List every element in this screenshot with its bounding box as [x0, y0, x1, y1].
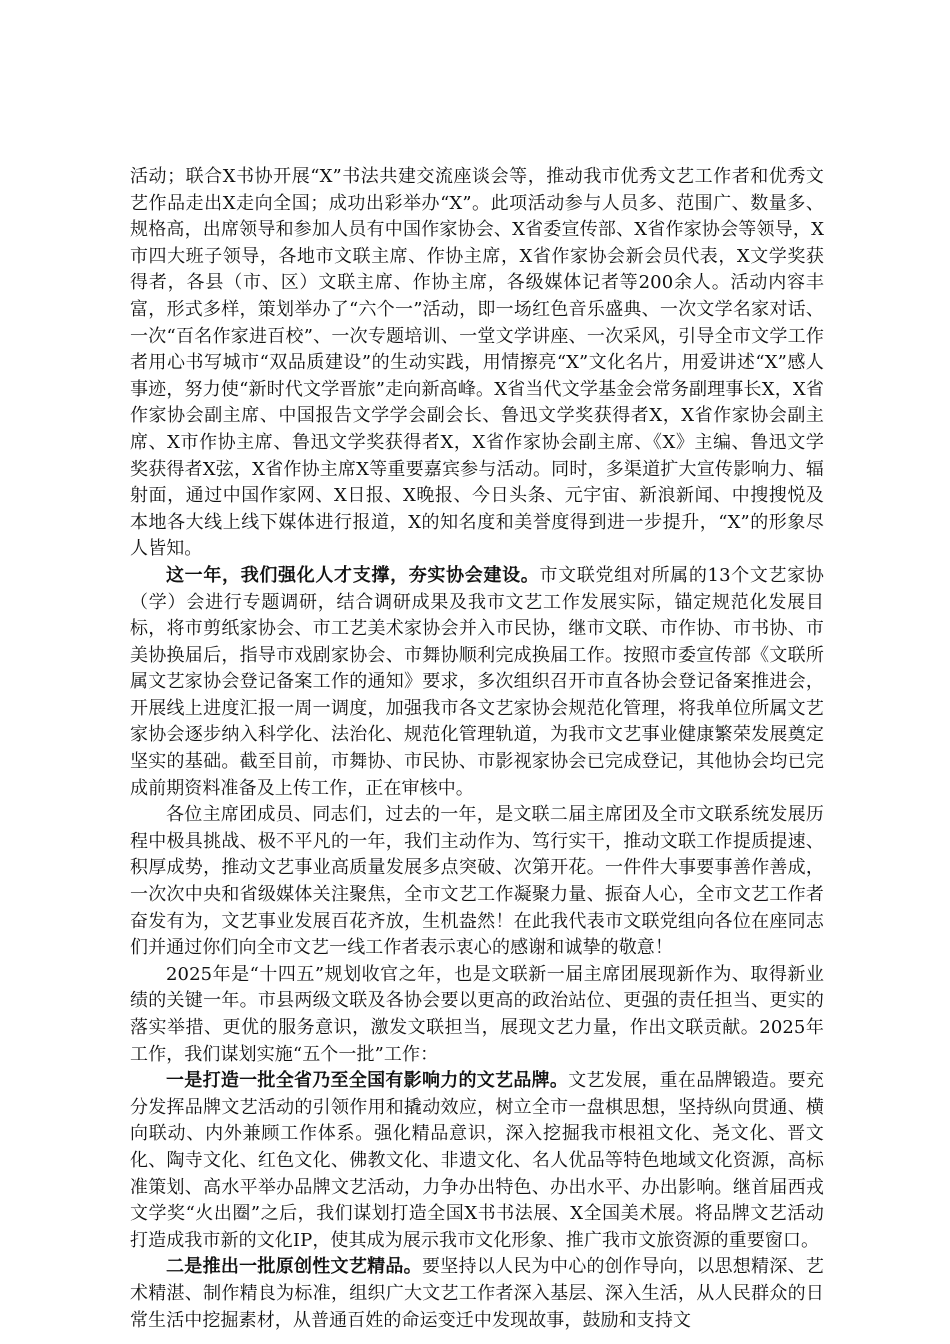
paragraph-body: 2025年是“十四五”规划收官之年，也是文联新一届主席团展现新作为、取得新业绩的关键一年。市县两级文联及各协会要以更高的政治站位、更强的责任担当、更实的落实举措、更优的服务意识，激发文联担当，展现文艺力量，作出文联贡献。2025年工作，我们谋划实施“五个一批”工作：: [130, 963, 824, 1065]
paragraph-lead: 二是推出一批原创性文艺精品。: [166, 1256, 422, 1278]
paragraph-2025-plan: [130, 962, 824, 1068]
paragraph-lead: 这一年，我们强化人才支撑，夯实协会建设。: [166, 564, 540, 586]
paragraph-lead: 一是打造一批全省乃至全国有影响力的文艺品牌。: [166, 1070, 569, 1092]
paragraph-body: 要坚持以人民为中心的创作导向，以思想精深、艺术精湛、制作精良为标准，组织广大文艺工作者深入基层、深入生活，从人民群众的日常生活中挖掘素材，从普通百姓的命运变迁中发现故事，鼓励和支持文: [130, 1256, 825, 1331]
paragraph-thanks: [130, 802, 824, 962]
paragraph-talent-support: [130, 563, 824, 802]
paragraph-body: 各位主席团成员、同志们，过去的一年，是文联二届主席团及全市文联系统发展历程中极具挑战、极不平凡的一年，我们主动作为、笃行实干，推动文联工作提质提速、积厚成势，推动文艺事业高质量发展多点突破、次第开花。一件件大事要事善作善成，一次次中央和省级媒体关注聚焦，全市文艺工作凝聚力量、振奋人心，全市文艺工作者奋发有为，文艺事业发展百花齐放，生机盎然！在此我代表市文联党组向各位在座同志们并通过你们向全市文艺一线工作者表示衷心的感谢和诚挚的敬意！: [130, 804, 824, 959]
paragraph-body: 活动；联合X书协开展“X”书法共建交流座谈会等，推动我市优秀文艺工作者和优秀文艺作品走出X走向全国；成功出彩举办“X”。此项活动参与人员多、范围广、数量多、规格高，出席领导和参加人员有中国作家协会、X省委宣传部、X省作家协会等领导，X市四大班子领导，各地市文联主席、作协主席，X省作家协会新会员代表，X文学奖获得者，各县（市、区）文联主席、作协主席，各级媒体记者等200余人。活动内容丰富，形式多样，策划举办了“六个一”活动，即一场红色音乐盛典、一次文学名家对话、一次“百名作家进百校”、一次专题培训、一堂文学讲座、一次采风，引导全市文学工作者用心书写城市“双品质建设”的生动实践，用情擦亮“X”文化名片，用爱讲述“X”感人事迹，努力使“新时代文学晋旅”走向新高峰。X省当代文学基金会常务副理事长X，X省作家协会副主席、中国报告文学学会副会长、鲁迅文学奖获得者X，X省作家协会副主席、X市作协主席、鲁迅文学奖获得者X，X省作家协会副主席、《X》主编、鲁迅文学奖获得者X弦，X省作协主席X等重要嘉宾参与活动。同时，多渠道扩大宣传影响力、辐射面，通过中国作家网、X日报、X晚报、今日头条、元宇宙、新浪新闻、中搜搜悦及本地各大线上线下媒体进行报道，X的知名度和美誉度得到进一步提升，“X”的形象尽人皆知。: [130, 166, 824, 560]
document-page: [130, 164, 824, 1334]
paragraph-activities-continued: [130, 164, 824, 563]
paragraph-body: 市文联党组对所属的13个文艺家协（学）会进行专题调研，结合调研成果及我市文艺工作发展实际，锚定规范化发展目标，将市剪纸家协会、市工艺美术家协会并入市民协，继市文联、市作协、市书协、市美协换届后，指导市戏剧家协会、市舞协顺利完成换届工作。按照市委宣传部《文联所属文艺家协会登记备案工作的通知》要求，多次组织召开市直各协会登记备案推进会，开展线上进度汇报一周一调度，加强我市各文艺家协会规范化管理，将我单位所属文艺家协会逐步纳入科学化、法治化、规范化管理轨道，为我市文艺事业健康繁荣发展奠定坚实的基础。截至目前，市舞协、市民协、市影视家协会已完成登记，其他协会均已完成前期资料准备及上传工作，正在审核中。: [130, 564, 824, 799]
paragraph-point-two: [130, 1254, 824, 1334]
paragraph-body: 文艺发展，重在品牌锻造。要充分发挥品牌文艺活动的引领作用和撬动效应，树立全市一盘棋思想，坚持纵向贯通、横向联动、内外兼顾工作体系。强化精品意识，深入挖掘我市根祖文化、尧文化、晋文化、陶寺文化、红色文化、佛教文化、非遗文化、名人优品等特色地域文化资源，高标准策划、高水平举办品牌文艺活动，力争办出特色、办出水平、办出影响。继首届西戎文学奖“火出圈”之后，我们谋划打造全国X书书法展、X全国美术展。将品牌文艺活动打造成我市新的文化IP，使其成为展示我市文化形象、推广我市文旅资源的重要窗口。: [130, 1070, 824, 1251]
paragraph-point-one: [130, 1068, 824, 1254]
